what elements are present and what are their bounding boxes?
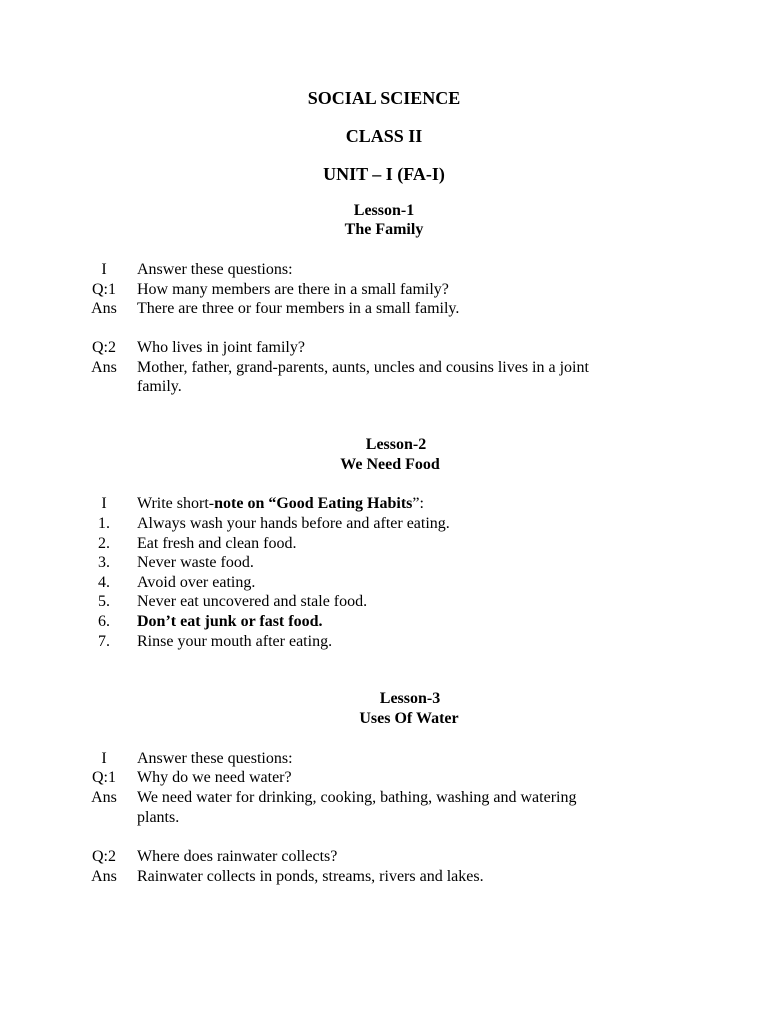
lesson2-item-text: Don’t eat junk or fast food.	[137, 613, 323, 630]
lesson2-item-number: 4.	[98, 574, 110, 591]
lesson2-number: Lesson-2	[365, 436, 427, 453]
lesson3-a1-row-cont	[0, 808, 768, 828]
lesson2-item-number: 1.	[98, 515, 110, 532]
lesson2-item-text: Never eat uncovered and stale food.	[137, 593, 368, 610]
lesson2-item-number: 6.	[98, 613, 110, 630]
lesson1-q1-label: Q:1	[92, 281, 116, 298]
lesson3-a1-row	[0, 788, 768, 808]
lesson2-item-text: Rinse your mouth after eating.	[137, 633, 333, 650]
lesson1-intro-row	[0, 260, 768, 280]
lesson3-a1-text-line1: We need water for drinking, cooking, bathing, washing and watering	[137, 789, 577, 806]
lesson1-a1-row	[0, 299, 768, 319]
lesson2-item	[0, 534, 768, 554]
lesson3-a2-row	[0, 867, 768, 887]
lesson3-q1-text: Why do we need water?	[137, 769, 292, 786]
lesson3-number: Lesson-3	[379, 690, 441, 707]
lesson2-item-number: 3.	[98, 554, 110, 571]
lesson1-q2-row	[0, 338, 768, 358]
lesson3-q1-row	[0, 768, 768, 788]
lesson3-q2-text: Where does rainwater collects?	[137, 848, 338, 865]
lesson1-a2-text-line1: Mother, father, grand-parents, aunts, uncles and cousins lives in a joint	[137, 359, 589, 376]
lesson2-intro-plain: Write short-	[137, 495, 215, 512]
lesson2-title: We Need Food	[340, 456, 440, 473]
lesson2-item	[0, 632, 768, 652]
lesson1-title: The Family	[344, 221, 424, 238]
lesson2-item-text: Always wash your hands before and after eating.	[137, 515, 450, 532]
lesson2-intro-end: ”:	[412, 495, 424, 512]
lesson2-intro-text	[137, 494, 424, 514]
lesson2-item-number: 7.	[98, 633, 110, 650]
lesson2-intro-bold: note on “Good Eating Habits	[214, 495, 413, 512]
lesson2-item-number: 2.	[98, 535, 110, 552]
lesson1-q1-row	[0, 280, 768, 300]
lesson1-a2-row	[0, 358, 768, 378]
lesson3-q2-label: Q:2	[92, 848, 116, 865]
lesson2-item-text: Never waste food.	[137, 554, 254, 571]
lesson1-a2-label: Ans	[91, 359, 117, 376]
lesson3-q1-label: Q:1	[92, 769, 116, 786]
lesson2-item-text: Avoid over eating.	[137, 574, 256, 591]
lesson1-intro-label: I	[101, 261, 107, 278]
lesson1-q2-label: Q:2	[92, 339, 116, 356]
lesson1-a2-row-cont	[0, 377, 768, 397]
lesson2-item	[0, 514, 768, 534]
lesson3-a2-label: Ans	[91, 868, 117, 885]
lesson2-item	[0, 573, 768, 593]
lesson2-intro-row	[0, 494, 768, 514]
lesson1-q2-text: Who lives in joint family?	[137, 339, 305, 356]
lesson2-item-text: Eat fresh and clean food.	[137, 535, 297, 552]
lesson1-number: Lesson-1	[353, 202, 415, 219]
lesson1-a1-label: Ans	[91, 300, 117, 317]
lesson2-item-number: 5.	[98, 593, 110, 610]
lesson1-a1-text: There are three or four members in a small family.	[137, 300, 460, 317]
lesson1-a2-text-line2: family.	[137, 378, 182, 395]
lesson3-intro-row	[0, 749, 768, 769]
lesson3-a1-text-line2: plants.	[137, 809, 180, 826]
lesson2-intro-label: I	[101, 495, 107, 512]
lesson3-intro-text: Answer these questions:	[137, 750, 293, 767]
class-heading: CLASS II	[345, 126, 423, 146]
lesson3-intro-label: I	[101, 750, 107, 767]
subject-heading: SOCIAL SCIENCE	[307, 88, 461, 108]
lesson3-q2-row	[0, 847, 768, 867]
lesson3-a2-text: Rainwater collects in ponds, streams, rivers and lakes.	[137, 868, 484, 885]
lesson2-item	[0, 553, 768, 573]
lesson1-intro-text: Answer these questions:	[137, 261, 293, 278]
unit-heading: UNIT – I (FA-I)	[323, 164, 445, 184]
lesson3-a1-label: Ans	[91, 789, 117, 806]
lesson2-item	[0, 612, 768, 632]
lesson1-q1-text: How many members are there in a small family?	[137, 281, 449, 298]
lesson2-item	[0, 592, 768, 612]
lesson3-title: Uses Of Water	[359, 710, 459, 727]
